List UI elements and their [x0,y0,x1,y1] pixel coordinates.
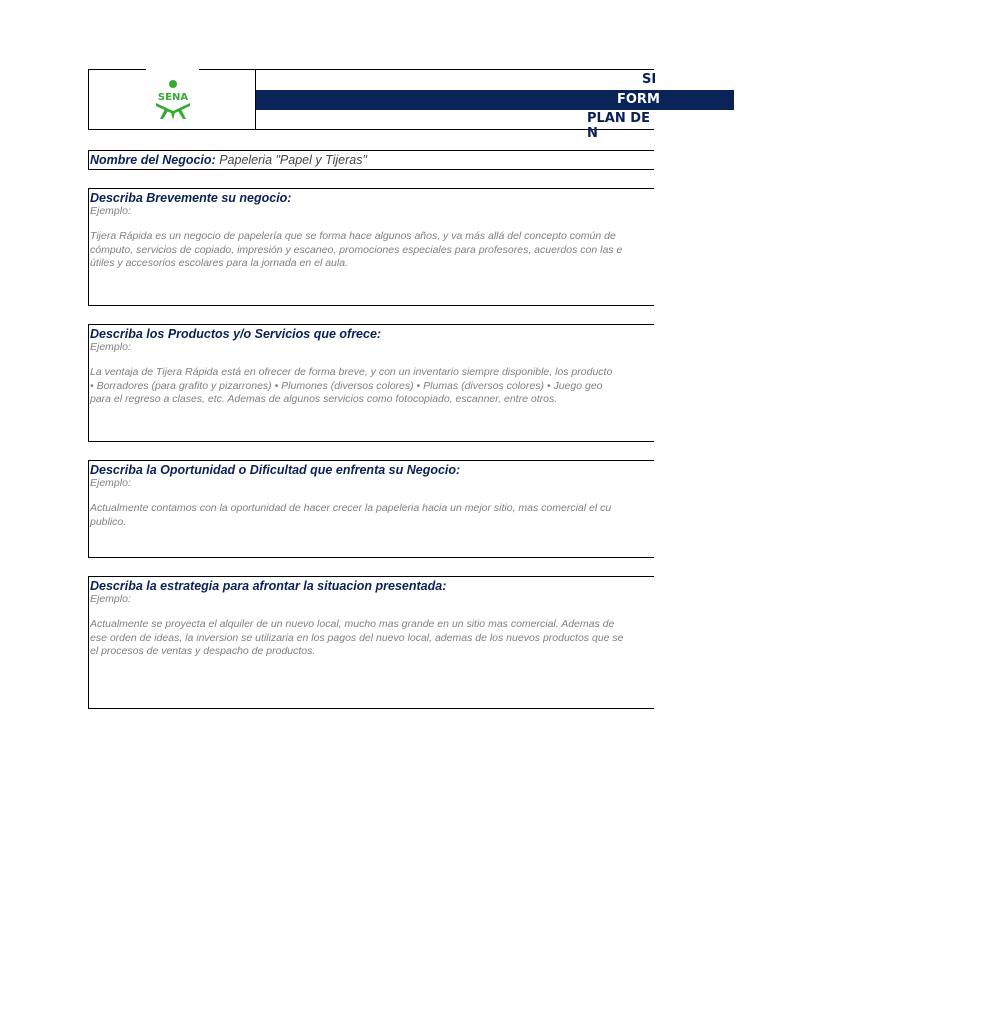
example-label: Ejemplo: [90,593,131,605]
cell-border [89,69,146,70]
body-line: Tijera Rápida es un negocio de papelería que se forma hace algunos años, y va más allá del concepto común de [90,230,616,242]
header-row-3 [256,110,654,141]
logo-cell [88,69,256,130]
business-name-row[interactable] [88,150,654,170]
section-body [90,230,990,271]
section-strategy[interactable] [88,576,654,709]
body-line: publico. [90,515,127,528]
example-label: Ejemplo: [90,341,131,353]
section-title: Describa Brevemente su negocio: [90,191,292,205]
body-line: cómputo, servicios de copiado, impresión y escaneo, promociones especiales para profesores, acuerdos con las e [90,243,623,256]
body-line: el procesos de ventas y despacho de productos. [90,645,316,657]
body-line: La ventaja de Tijera Rápida está en ofrecer de forma breve, y con un inventario siempre disponible, los producto [90,366,613,378]
header-title-block [256,69,734,141]
body-line: útiles y accesorios escolares para la jornada en el aula. [90,257,348,269]
section-body [90,618,990,659]
section-body [90,502,990,529]
header-row-1 [256,69,657,90]
business-name-value: Papeleria "Papel y Tijeras" [219,153,367,167]
body-line: ese orden de ideas, la inversion se utilizaria en los pagos del nuevo local, ademas de los nuevos productos que se [90,631,624,644]
header-title-1: SI [642,72,657,87]
example-label: Ejemplo: [90,205,131,217]
sena-logo [151,79,195,121]
section-title: Describa la estrategia para afrontar la situacion presentada: [90,579,447,593]
header-row-2 [256,90,734,110]
business-name-field [90,153,367,167]
section-business-description[interactable] [88,188,654,306]
header-title-2: FORM [617,92,660,107]
section-title: Describa la Oportunidad o Dificultad que enfrenta su Negocio: [90,463,461,477]
section-opportunity[interactable] [88,460,654,558]
body-line: para el regreso a clases, etc. Ademas de algunos servicios como fotocopiado, escanner, entre otros. [90,393,558,405]
body-line: Actualmente se proyecta el alquiler de un nuevo local, mucho mas grande en un sitio mas comercial. Ademas de [90,618,615,630]
section-body [90,366,990,407]
example-label: Ejemplo: [90,477,131,489]
body-line: Actualmente contamos con la oportunidad de hacer crecer la papeleria hacia un mejor sitio, mas comercial el cu [90,502,612,514]
logo-text: SENA [157,92,189,103]
section-products-services[interactable] [88,324,654,442]
section-title: Describa los Productos y/o Servicios que ofrece: [90,327,382,341]
header-title-3: PLAN DE N [587,111,650,141]
body-line: • Borradores (para grafito y pizarrones) • Plumones (diversos colores) • Plumas (diversos colores) • Juego geo [90,379,603,392]
cell-border [199,69,257,70]
business-name-label: Nombre del Negocio: [90,153,216,167]
